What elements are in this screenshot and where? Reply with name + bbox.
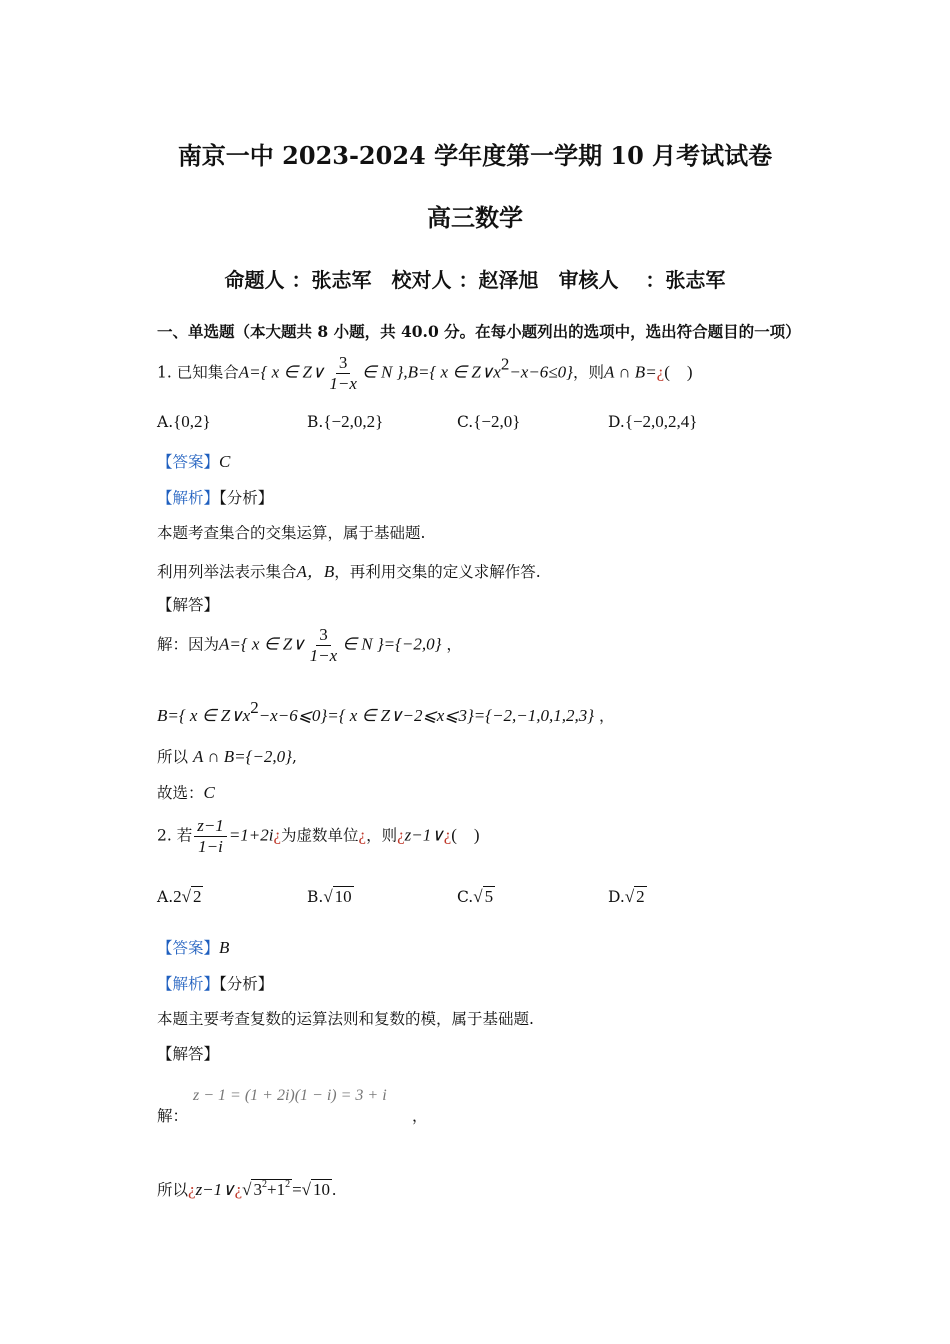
authors-line: 命题人 ：张志军 校对人 ：赵泽旭 审核人 ：张志军: [224, 268, 726, 292]
q1-sol1-b: ∈ N }={−2,0}: [342, 634, 442, 654]
q2-sol2-q1: ¿: [188, 1180, 196, 1199]
q1-solution-2: [157, 698, 615, 726]
q1-set-b-rest: −x−6≤0}: [509, 362, 573, 382]
q1-sol3-math: A ∩ B={−2,0}: [192, 747, 292, 766]
q1-prefix: 1. 已知集合: [157, 363, 239, 382]
q2-option-c: [457, 887, 495, 907]
q2-sol2-q2: ¿: [234, 1180, 243, 1199]
q2-option-c-label: C.: [457, 888, 474, 906]
q1-sol2-sup: 2: [250, 698, 259, 717]
q2-q4: ¿: [443, 825, 452, 845]
q2-option-d-sqrt: √ 2: [624, 887, 645, 906]
q1-sol1-fraction: [307, 625, 341, 666]
q2-option-b-label: B.: [307, 888, 324, 906]
q2-ask: ，则: [366, 826, 398, 845]
q1-answer: [157, 450, 230, 472]
q1-fraction: [326, 353, 360, 394]
q2-option-a-coef: 2: [173, 887, 182, 906]
q1-answer-value: C: [219, 452, 231, 471]
q2-solution-1-formula: z − 1 = (1 + 2i)(1 − i) = 3 + i: [193, 1087, 387, 1104]
q1-option-c: [457, 412, 520, 432]
q2-q2: ¿: [358, 825, 367, 845]
q2-answer-label: 【答案】: [157, 939, 220, 957]
q2-sol2-rad-a: 3: [253, 1180, 262, 1199]
q1-analysis-2a: 利用列举法表示集合: [157, 563, 297, 581]
q1-fenxi-label: 【分析】: [219, 489, 274, 507]
q1-option-b-label: B.: [307, 413, 324, 431]
q2-sol2-sqrt: √ $3^2+1^2$: [242, 1179, 291, 1199]
q1-option-a-value: {0,2}: [173, 412, 211, 431]
q1-option-a-label: A.: [157, 413, 174, 431]
q1-option-a: [157, 412, 211, 432]
q1-sol3-prefix: 所以: [157, 748, 193, 766]
q2-sol2-radicand: [251, 1179, 292, 1199]
q2-eq: =1+2i: [228, 825, 274, 845]
q1-frac-num: 3: [336, 353, 351, 374]
q2-fenxi-label: 【分析】: [219, 975, 274, 993]
q2-jieda-label: 【解答】: [157, 1045, 220, 1063]
q1-sol4-prefix: 故选：: [157, 784, 204, 802]
q2-q1: ¿: [273, 825, 282, 845]
q1-sol1-a: A={ x ∈ Z∨: [219, 634, 305, 654]
q2-jiexi-label: 【解析】: [157, 975, 220, 993]
q2-mid: 为虚数单位: [281, 826, 359, 845]
q1-jiexi: [157, 486, 273, 508]
q2-option-c-rad: 5: [484, 887, 494, 906]
q1-ask-end: ( ): [664, 362, 693, 382]
q2-analysis-1: 本题主要考查复数的运算法则和复数的模，属于基础题.: [157, 1010, 534, 1028]
q2-option-b-rad: 10: [334, 887, 352, 906]
q2-frac-den: 1−i: [198, 837, 223, 856]
q2-fraction: [194, 816, 227, 857]
q2-option-d-rad: 2: [636, 887, 645, 906]
q2-sol2-expr: z−1∨: [195, 1180, 235, 1199]
q1-analysis-1: 本题考查集合的交集运算，属于基础题.: [157, 524, 426, 542]
q2-frac-num: z−1: [194, 816, 227, 837]
exam-title: 南京一中 2023-2024 学年度第一学期 10 月考试试卷: [177, 141, 773, 170]
q1-solution-3: [157, 745, 297, 767]
q1-solution-4: [157, 781, 215, 803]
q2-sol2-result-rad: 10: [313, 1180, 331, 1199]
q1-jieda-label: 【解答】: [157, 596, 220, 614]
q1-option-d: [608, 412, 697, 432]
q1-option-b-value: {−2,0,2}: [323, 412, 384, 431]
q1-option-b: [307, 412, 383, 432]
q1-ask-math: A ∩ B=: [603, 362, 657, 382]
q2-jiexi: [157, 972, 273, 994]
q1-sol1-prefix: 解：因为: [157, 635, 220, 654]
q2-ask-end: ( ): [451, 825, 480, 845]
q1-sol1-den: 1−x: [309, 646, 338, 665]
q1-ask: ，则: [572, 363, 604, 382]
q2-option-c-sqrt: √ 5: [473, 887, 494, 906]
q2-answer-value: B: [219, 938, 230, 957]
q2-sol2-eq: =: [292, 1180, 302, 1199]
q1-jiexi-label: 【解析】: [157, 489, 220, 507]
q2-option-b-sqrt: √ 10: [323, 887, 352, 906]
q2-prefix: 2. 若: [157, 826, 193, 845]
q1-frac-den: 1−x: [329, 374, 357, 393]
q1-option-d-label: D.: [608, 413, 625, 431]
q2-expr: z−1∨: [404, 825, 444, 845]
q2-sol2-prefix: 所以: [157, 1181, 189, 1199]
q2-sol2-rad-sup2: 2: [285, 1179, 291, 1190]
q2-option-a-sqrt: √ 2: [181, 887, 202, 906]
q2-option-b: [307, 887, 354, 907]
question-2-stem: [157, 816, 480, 857]
q1-analysis-2-math: A，B: [296, 562, 335, 581]
q1-option-c-value: {−2,0}: [473, 412, 521, 431]
q1-sol2-a: B={ x ∈ Z∨x: [157, 706, 251, 725]
q2-sol2-rad-plus: +1: [266, 1180, 286, 1199]
q1-b-sup: 2: [500, 354, 510, 374]
q1-set-a-right: ∈ N },B={ x ∈ Z∨x: [361, 362, 501, 382]
q1-analysis-2: [157, 557, 541, 582]
q2-option-d-label: D.: [608, 888, 625, 906]
q1-answer-label: 【答案】: [157, 453, 220, 471]
q1-option-c-label: C.: [457, 413, 474, 431]
q2-q3: ¿: [397, 825, 405, 845]
q1-sol1-end: ，: [441, 635, 462, 654]
q2-option-a-rad: 2: [192, 887, 202, 906]
subject-title: 高三数学: [427, 203, 523, 232]
q2-option-a-label: A.: [157, 888, 174, 906]
q1-set-a-left: A={ x ∈ Z∨: [238, 362, 325, 382]
section-heading: 一、单选题（本大题共 8 小题，共 40.0 分。在每小题列出的选项中，选出符合题目的一项）: [157, 322, 801, 341]
q1-sol1-num: 3: [316, 625, 331, 646]
q1-sol3-end: ,: [291, 748, 297, 766]
q1-sol2-b: −x−6⩽0}={ x ∈ Z∨−2⩽x⩽3}={−2,−1,0,1,2,3}: [258, 706, 595, 725]
q1-ask-q: ¿: [656, 362, 665, 382]
q2-solution-1-end: ，: [412, 1107, 428, 1125]
q1-solution-1: [157, 625, 462, 666]
q2-option-a: [157, 887, 203, 907]
q1-sol4-math: C: [203, 783, 215, 802]
q1-option-d-value: {−2,0,2,4}: [624, 412, 698, 431]
q2-option-d: [608, 887, 647, 907]
q2-answer: [157, 936, 229, 958]
q1-sol2-end: ，: [594, 707, 615, 725]
q2-solution-2: [157, 1178, 336, 1200]
q2-sol2-result-sqrt: √ 10: [301, 1180, 331, 1199]
question-1-stem: [157, 353, 693, 394]
q2-solution-1-prefix: 解：: [157, 1107, 189, 1125]
q2-sol2-end: .: [332, 1180, 337, 1199]
q1-analysis-2b: ，再利用交集的定义求解作答.: [334, 563, 541, 581]
q2-sol2-rad-sup1: 2: [261, 1179, 267, 1190]
